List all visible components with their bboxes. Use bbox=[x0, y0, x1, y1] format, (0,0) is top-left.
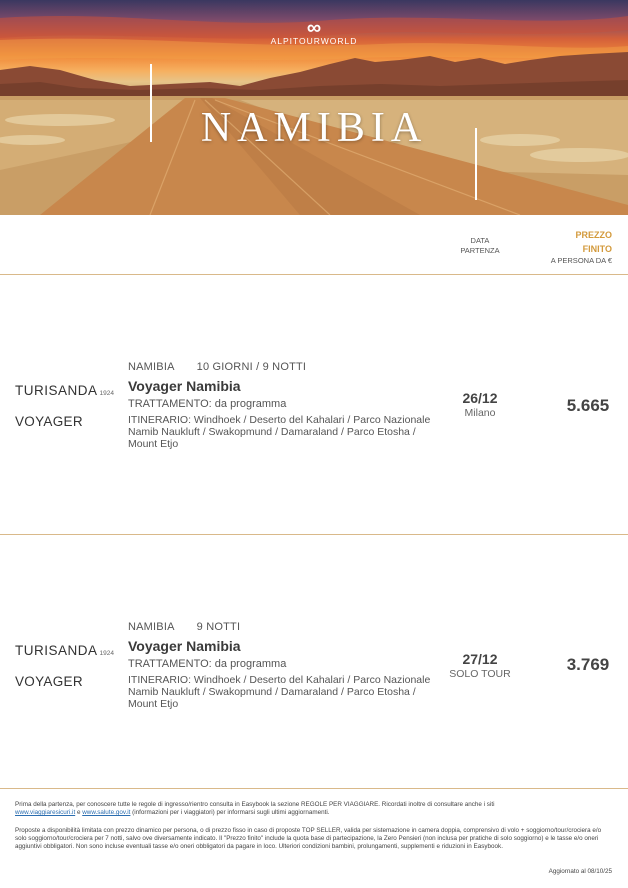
product-line: VOYAGER bbox=[15, 414, 83, 429]
alpitourworld-logo bbox=[0, 17, 628, 46]
footer-text: Prima della partenza, per conoscere tutte le regole di ingresso/rientro consulta in Easybook la sezione REGOLE PER VIAGGIARE. Ricordati inoltre di consultare anche i siti bbox=[15, 801, 495, 808]
offer-price: 5.665 bbox=[566, 396, 610, 415]
footer-text: (informazioni per i viaggiatori) per informarsi sugli ultimi aggiornamenti. bbox=[130, 809, 330, 817]
departure-date: 27/12 bbox=[462, 651, 498, 667]
price-header-sub: A PERSONA DA € bbox=[550, 256, 612, 265]
offer-treatment: TRATTAMENTO: da programma bbox=[128, 398, 287, 410]
offer-treatment: TRATTAMENTO: da programma bbox=[128, 658, 287, 670]
viaggiaresicuri-link[interactable]: www.viaggiaresicuri.it bbox=[15, 809, 76, 817]
offer-brand bbox=[15, 382, 114, 429]
travel-rules-note bbox=[15, 801, 613, 817]
offer-name[interactable]: Voyager Namibia bbox=[128, 378, 241, 394]
hero-banner bbox=[0, 0, 628, 215]
date-header-line1: DATA bbox=[470, 236, 490, 245]
offer-price: 3.769 bbox=[566, 655, 610, 674]
offer-brand bbox=[15, 642, 114, 689]
offer-details bbox=[128, 621, 433, 710]
offer-departure bbox=[440, 390, 520, 419]
offer-itinerary: ITINERARIO: Windhoek / Deserto del Kahalari / Parco Nazionale Namib Naukluft / Swakopmund / Damaraland / Parco Etosha / Mount Etjo bbox=[128, 414, 431, 450]
offer-details bbox=[128, 361, 433, 450]
decor-bar-right bbox=[475, 128, 477, 200]
offer-duration: 9 NOTTI bbox=[196, 621, 241, 633]
departure-date: 26/12 bbox=[462, 390, 498, 406]
offer-country: NAMIBIA bbox=[128, 361, 175, 373]
date-column-header bbox=[450, 236, 510, 256]
row-divider bbox=[0, 534, 628, 535]
infinity-logo-icon: ∞ bbox=[306, 17, 322, 39]
brand-logo: TURISANDA bbox=[15, 643, 98, 658]
hero-title: NAMIBIA bbox=[200, 105, 428, 151]
last-updated: Aggiornato al 08/10/25 bbox=[548, 868, 612, 875]
brand-year: 1924 bbox=[99, 650, 114, 657]
footer-divider bbox=[0, 788, 628, 789]
price-header-line1: PREZZO bbox=[575, 230, 612, 240]
offer-duration: 10 GIORNI / 9 NOTTI bbox=[196, 361, 307, 373]
product-line: VOYAGER bbox=[15, 674, 83, 689]
departure-city: SOLO TOUR bbox=[449, 668, 511, 680]
date-header-line2: PARTENZA bbox=[460, 246, 500, 255]
offer-name[interactable]: Voyager Namibia bbox=[128, 638, 241, 654]
departure-city: Milano bbox=[464, 407, 496, 419]
price-header-line2: FINITO bbox=[582, 244, 612, 254]
offer-country: NAMIBIA bbox=[128, 621, 175, 633]
terms-note: Proposte a disponibilità limitata con prezzo dinamico per persona, o di prezzo fisso in caso di proposte TOP SELLER, valida per sistemazione in camera doppia, comprensivo di volo + soggiorno/tour/crociera e/o solo soggiorno/tour/crociera per 7 notti, salvo ove diversamente indicato. Il "Prezzo finito" include la quota base di partecipazione, la Zero Pensieri (non inclusa per pratiche di solo soggiorno) e le tasse e/o oneri aggiuntivi obbligatori. Non sono incluse eventuali tasse e/o oneri obbligatori da pagare in loco. Ulteriori condizioni bambini, prolungamenti, supplementi e riduzioni in Easybook. bbox=[15, 827, 602, 851]
footer-text: e bbox=[75, 809, 83, 817]
price-column-header bbox=[551, 228, 612, 266]
salute-link[interactable]: www.salute.gov.it bbox=[82, 809, 131, 817]
offer-itinerary: ITINERARIO: Windhoek / Deserto del Kahalari / Parco Nazionale Namib Naukluft / Swakopmund / Damaraland / Parco Etosha / Mount Etjo bbox=[128, 674, 431, 710]
offer-departure bbox=[440, 651, 520, 680]
brand-logo: TURISANDA bbox=[15, 383, 98, 398]
brand-name: ALPITOURWORLD bbox=[270, 36, 358, 46]
header-divider bbox=[0, 274, 628, 275]
brand-year: 1924 bbox=[99, 390, 114, 397]
